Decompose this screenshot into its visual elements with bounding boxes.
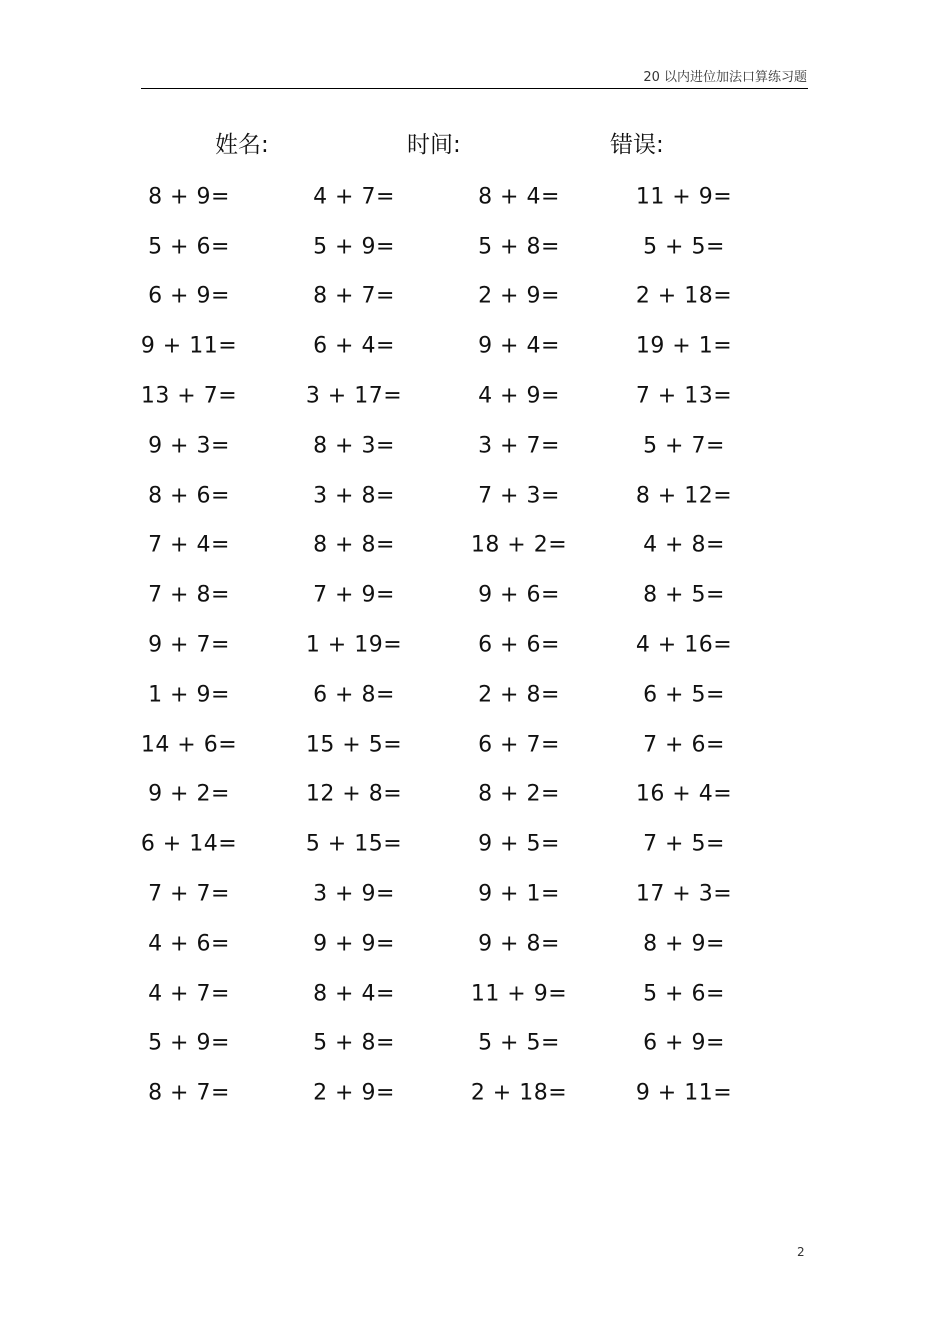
problem-cell	[475, 172, 640, 222]
problem-cell	[640, 819, 805, 869]
problem-cell	[475, 321, 640, 371]
problem-cell	[145, 969, 310, 1019]
problem-cell	[140, 720, 310, 770]
problem-cell	[145, 919, 310, 969]
problem-cell	[145, 869, 310, 919]
problem-cell	[475, 819, 640, 869]
problem-cell	[640, 570, 805, 620]
problem-cell	[305, 620, 475, 670]
addition-problem: 8 + 9=	[148, 184, 230, 210]
addition-problem: 1 + 19=	[305, 632, 403, 658]
time-field-label: 时间:	[407, 132, 461, 158]
addition-problem: 11 + 9=	[470, 981, 568, 1007]
addition-problem: 9 + 3=	[148, 433, 230, 459]
addition-problem: 5 + 9=	[148, 1030, 230, 1056]
addition-problem: 5 + 7=	[643, 433, 725, 459]
problem-cell	[475, 720, 640, 770]
page-number: 2	[797, 1245, 805, 1259]
problem-cell	[140, 321, 310, 371]
addition-problem: 8 + 4=	[478, 184, 560, 210]
problem-cell	[310, 919, 475, 969]
addition-problem: 6 + 9=	[643, 1030, 725, 1056]
problem-cell	[635, 321, 805, 371]
problem-cell	[640, 1019, 805, 1069]
addition-problem: 2 + 18=	[635, 283, 733, 309]
addition-problem: 18 + 2=	[470, 532, 568, 558]
problem-row	[145, 770, 805, 820]
problem-cell	[145, 670, 310, 720]
addition-problem: 9 + 11=	[635, 1080, 733, 1106]
addition-problem: 8 + 12=	[635, 483, 733, 509]
problem-cell	[310, 570, 475, 620]
problem-cell	[145, 421, 310, 471]
problem-cell	[635, 471, 805, 521]
problem-cell	[470, 969, 640, 1019]
addition-problem: 13 + 7=	[140, 383, 238, 409]
problem-cell	[310, 321, 475, 371]
addition-problem: 5 + 6=	[148, 234, 230, 260]
problem-cell	[640, 670, 805, 720]
addition-problem: 5 + 9=	[313, 234, 395, 260]
addition-problem: 3 + 9=	[313, 881, 395, 907]
addition-problem: 6 + 9=	[148, 283, 230, 309]
addition-problem: 6 + 5=	[643, 682, 725, 708]
problem-cell	[310, 1019, 475, 1069]
header-divider	[141, 88, 808, 89]
problem-cell	[145, 172, 310, 222]
problem-cell	[475, 620, 640, 670]
addition-problem: 7 + 5=	[643, 831, 725, 857]
errors-field-label: 错误:	[610, 132, 664, 158]
problem-cell	[145, 620, 310, 670]
addition-problem: 8 + 7=	[313, 283, 395, 309]
problem-cell	[310, 670, 475, 720]
problem-cell	[470, 521, 640, 571]
problem-cell	[475, 670, 640, 720]
addition-problem: 4 + 6=	[148, 931, 230, 957]
problem-cell	[475, 371, 640, 421]
addition-problem: 7 + 6=	[643, 732, 725, 758]
problem-cell	[310, 172, 475, 222]
addition-problem: 9 + 4=	[478, 333, 560, 359]
addition-problem: 7 + 4=	[148, 532, 230, 558]
problem-row	[145, 521, 805, 571]
addition-problem: 16 + 4=	[635, 781, 733, 807]
addition-problem: 9 + 1=	[478, 881, 560, 907]
problem-row	[145, 869, 805, 919]
problem-cell	[145, 272, 310, 322]
problem-row	[145, 1068, 805, 1118]
problem-cell	[640, 521, 805, 571]
problem-cell	[635, 770, 805, 820]
problem-row	[145, 670, 805, 720]
problem-cell	[305, 720, 475, 770]
problem-cell	[635, 371, 805, 421]
problem-cell	[475, 919, 640, 969]
addition-problem: 8 + 3=	[313, 433, 395, 459]
problem-cell	[310, 421, 475, 471]
problem-row	[140, 371, 805, 421]
addition-problem: 9 + 2=	[148, 781, 230, 807]
addition-problem: 11 + 9=	[635, 184, 733, 210]
addition-problem: 6 + 7=	[478, 732, 560, 758]
addition-problem: 4 + 7=	[313, 184, 395, 210]
addition-problem: 4 + 8=	[643, 532, 725, 558]
addition-problem: 8 + 8=	[313, 532, 395, 558]
problem-cell	[635, 1068, 805, 1118]
addition-problem: 8 + 2=	[478, 781, 560, 807]
name-field-label: 姓名:	[215, 132, 269, 158]
problem-cell	[640, 969, 805, 1019]
problem-row	[145, 1019, 805, 1069]
problem-cell	[475, 770, 640, 820]
problem-row	[145, 919, 805, 969]
problem-cell	[475, 869, 640, 919]
addition-problem: 19 + 1=	[635, 333, 733, 359]
problem-cell	[145, 521, 310, 571]
addition-problem: 2 + 8=	[478, 682, 560, 708]
problem-cell	[640, 919, 805, 969]
problem-cell	[640, 421, 805, 471]
problem-cell	[310, 969, 475, 1019]
problem-cell	[310, 471, 475, 521]
problem-cell	[310, 222, 475, 272]
addition-problem: 5 + 5=	[643, 234, 725, 260]
problem-cell	[305, 371, 475, 421]
addition-problem: 4 + 9=	[478, 383, 560, 409]
problem-cell	[475, 1019, 640, 1069]
addition-problem: 4 + 7=	[148, 981, 230, 1007]
problem-grid	[140, 172, 805, 1118]
addition-problem: 9 + 5=	[478, 831, 560, 857]
problem-cell	[310, 869, 475, 919]
addition-problem: 8 + 5=	[643, 582, 725, 608]
addition-problem: 9 + 6=	[478, 582, 560, 608]
problem-cell	[145, 1019, 310, 1069]
problem-cell	[145, 222, 310, 272]
addition-problem: 8 + 6=	[148, 483, 230, 509]
problem-cell	[475, 421, 640, 471]
problem-row	[140, 720, 805, 770]
addition-problem: 9 + 11=	[140, 333, 238, 359]
problem-cell	[145, 770, 310, 820]
addition-problem: 7 + 3=	[478, 483, 560, 509]
addition-problem: 7 + 9=	[313, 582, 395, 608]
addition-problem: 7 + 8=	[148, 582, 230, 608]
problem-cell	[635, 272, 805, 322]
problem-cell	[640, 222, 805, 272]
problem-cell	[470, 1068, 640, 1118]
addition-problem: 2 + 9=	[313, 1080, 395, 1106]
addition-problem: 17 + 3=	[635, 881, 733, 907]
addition-problem: 6 + 14=	[140, 831, 238, 857]
addition-problem: 5 + 5=	[478, 1030, 560, 1056]
problem-row	[145, 172, 805, 222]
addition-problem: 6 + 4=	[313, 333, 395, 359]
addition-problem: 12 + 8=	[305, 781, 403, 807]
addition-problem: 5 + 8=	[478, 234, 560, 260]
problem-cell	[475, 222, 640, 272]
problem-row	[145, 272, 805, 322]
problem-row	[145, 620, 805, 670]
problem-cell	[475, 272, 640, 322]
problem-cell	[305, 819, 475, 869]
addition-problem: 8 + 7=	[148, 1080, 230, 1106]
problem-cell	[310, 272, 475, 322]
problem-cell	[140, 371, 310, 421]
addition-problem: 9 + 9=	[313, 931, 395, 957]
problem-cell	[640, 720, 805, 770]
addition-problem: 9 + 8=	[478, 931, 560, 957]
problem-cell	[310, 521, 475, 571]
addition-problem: 4 + 16=	[635, 632, 733, 658]
addition-problem: 7 + 13=	[635, 383, 733, 409]
addition-problem: 8 + 9=	[643, 931, 725, 957]
addition-problem: 7 + 7=	[148, 881, 230, 907]
problem-cell	[145, 570, 310, 620]
addition-problem: 5 + 15=	[305, 831, 403, 857]
problem-row	[145, 421, 805, 471]
problem-row	[140, 819, 805, 869]
problem-row	[145, 570, 805, 620]
addition-problem: 2 + 18=	[470, 1080, 568, 1106]
addition-problem: 2 + 9=	[478, 283, 560, 309]
addition-problem: 3 + 8=	[313, 483, 395, 509]
addition-problem: 3 + 17=	[305, 383, 403, 409]
problem-row	[145, 471, 805, 521]
problem-cell	[635, 869, 805, 919]
problem-cell	[635, 620, 805, 670]
addition-problem: 5 + 6=	[643, 981, 725, 1007]
problem-row	[145, 222, 805, 272]
problem-cell	[140, 819, 310, 869]
addition-problem: 3 + 7=	[478, 433, 560, 459]
addition-problem: 1 + 9=	[148, 682, 230, 708]
addition-problem: 15 + 5=	[305, 732, 403, 758]
addition-problem: 5 + 8=	[313, 1030, 395, 1056]
problem-cell	[305, 770, 475, 820]
problem-cell	[475, 471, 640, 521]
problem-cell	[145, 471, 310, 521]
addition-problem: 14 + 6=	[140, 732, 238, 758]
problem-cell	[145, 1068, 310, 1118]
problem-cell	[475, 570, 640, 620]
problem-row	[145, 969, 805, 1019]
addition-problem: 6 + 6=	[478, 632, 560, 658]
header-title: 20 以内进位加法口算练习题	[643, 70, 807, 85]
addition-problem: 9 + 7=	[148, 632, 230, 658]
problem-cell	[635, 172, 805, 222]
addition-problem: 8 + 4=	[313, 981, 395, 1007]
problem-cell	[310, 1068, 475, 1118]
addition-problem: 6 + 8=	[313, 682, 395, 708]
problem-row	[140, 321, 805, 371]
